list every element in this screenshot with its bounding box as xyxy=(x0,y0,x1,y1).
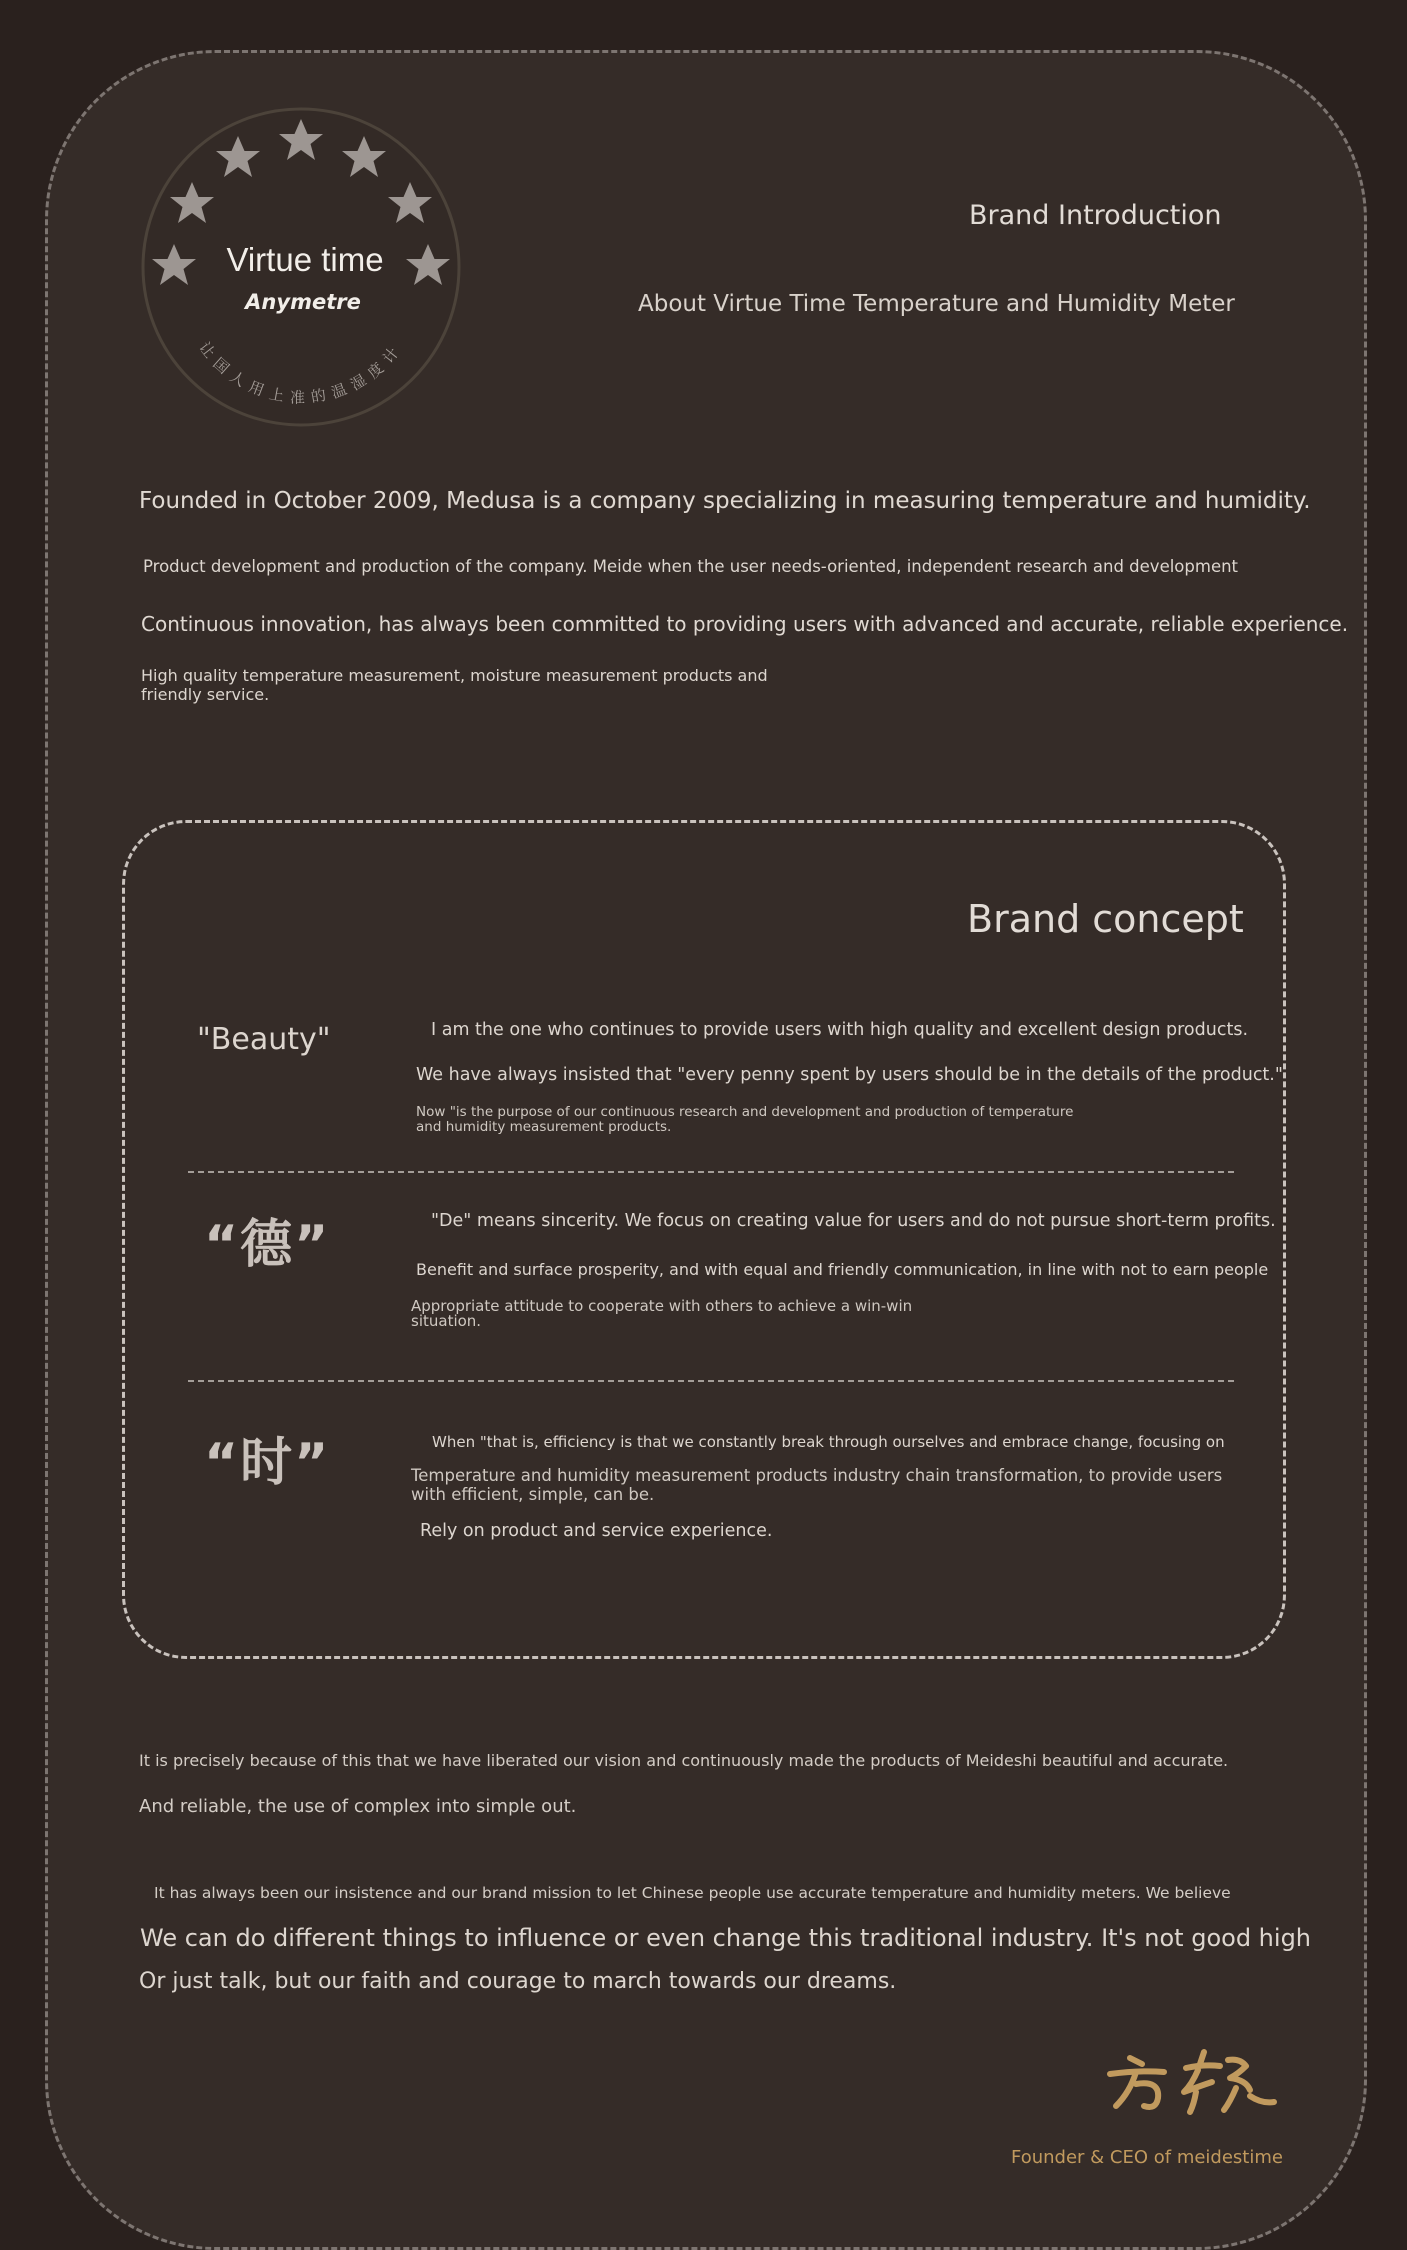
section-divider xyxy=(188,1171,1234,1173)
concept-shi-line-2: Temperature and humidity measurement products industry chain transformation, to provide users with efficient, simple, can be. xyxy=(411,1466,1223,1504)
closing-line-4: We can do different things to influence or even change this traditional industry. It's not good high xyxy=(140,1924,1312,1952)
concept-de-line-3: Appropriate attitude to cooperate with others to achieve a win-win situation. xyxy=(411,1297,913,1330)
brand-introduction-heading: Brand Introduction xyxy=(969,200,1222,231)
concept-de-line-1: "De" means sincerity. We focus on creating value for users and do not pursue short-term profits. xyxy=(431,1211,1276,1231)
concept-shi-line-3: Rely on product and service experience. xyxy=(420,1521,773,1541)
concept-beauty-line-2: We have always insisted that "every penny spent by users should be in the details of the product." xyxy=(416,1065,1283,1085)
closing-line-1: It is precisely because of this that we have liberated our vision and continuously made the products of Meideshi beautiful and accurate. xyxy=(139,1751,1229,1770)
intro-paragraph-4: High quality temperature measurement, moisture measurement products and friendly service. xyxy=(141,666,768,704)
logo-arc-text: 让国人用上准的温湿度计 xyxy=(195,338,407,407)
intro-paragraph-3: Continuous innovation, has always been committed to providing users with advanced and accurate, reliable experience. xyxy=(141,612,1349,636)
logo-subtitle: Anymetre xyxy=(245,290,361,314)
brand-concept-title: Brand concept xyxy=(967,897,1244,941)
about-subheading: About Virtue Time Temperature and Humidity Meter xyxy=(638,291,1235,317)
logo-title: Virtue time xyxy=(226,241,384,278)
concept-shi-line-1: When "that is, efficiency is that we constantly break through ourselves and embrace change, focusing on xyxy=(432,1433,1225,1451)
concept-label-shi: “时” xyxy=(204,1433,331,1493)
concept-de-line-2: Benefit and surface prosperity, and with equal and friendly communication, in line with not to earn people xyxy=(416,1260,1269,1279)
founder-title: Founder & CEO of meidestime xyxy=(1011,2147,1283,2168)
concept-beauty-line-3: Now "is the purpose of our continuous research and development and production of temperature and humidity measurement products. xyxy=(416,1104,1074,1135)
closing-line-5: Or just talk, but our faith and courage to march towards our dreams. xyxy=(139,1969,897,1994)
intro-paragraph-2: Product development and production of the company. Meide when the user needs-oriented, independent research and development xyxy=(143,557,1239,576)
intro-paragraph-1: Founded in October 2009, Medusa is a company specializing in measuring temperature and humidity. xyxy=(139,488,1311,514)
section-divider xyxy=(188,1380,1234,1382)
closing-line-2: And reliable, the use of complex into simple out. xyxy=(139,1796,577,1817)
brand-logo-seal xyxy=(140,106,462,428)
concept-label-de: “德” xyxy=(204,1215,331,1275)
concept-label-beauty: "Beauty" xyxy=(197,1022,331,1057)
closing-line-3: It has always been our insistence and our brand mission to let Chinese people use accurate temperature and humidity meters. We believe xyxy=(154,1884,1231,1902)
concept-beauty-line-1: I am the one who continues to provide users with high quality and excellent design products. xyxy=(431,1020,1249,1040)
founder-signature xyxy=(1100,2040,1280,2120)
